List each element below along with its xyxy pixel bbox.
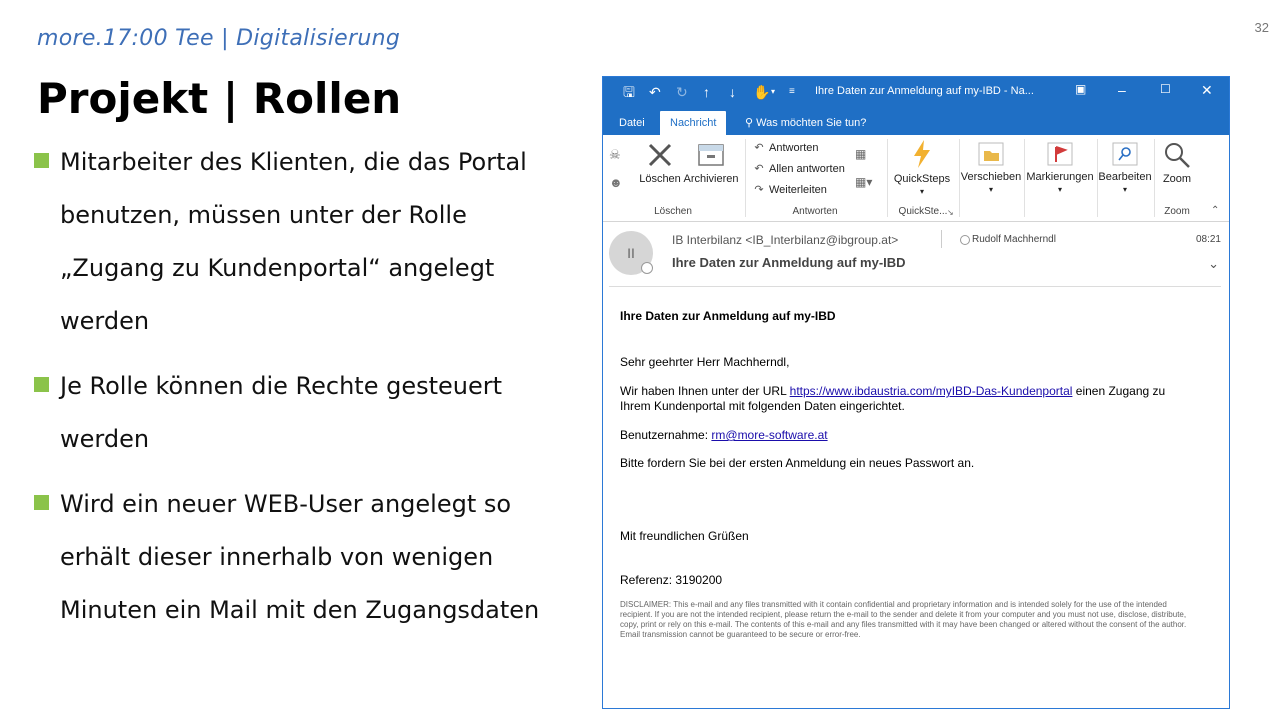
forward-label: Weiterleiten (769, 184, 827, 196)
spacer (620, 588, 1195, 600)
recipient[interactable]: Rudolf Machherndl (972, 234, 1056, 245)
save-icon[interactable]: 🖫 (623, 84, 635, 100)
body-username (620, 428, 1195, 443)
lightning-icon (909, 139, 935, 169)
zoom-label: Zoom (1162, 173, 1192, 185)
spacer (620, 414, 1195, 428)
reply-all-label: Allen antworten (769, 163, 845, 175)
ignore-icon[interactable]: ☠ (609, 147, 621, 162)
more-respond-icon[interactable]: ▦▾ (855, 175, 873, 189)
bullet-square-icon (34, 377, 49, 392)
divider (941, 230, 942, 248)
body-paragraph-url (620, 384, 1195, 414)
meeting-icon[interactable]: ▦ (855, 147, 867, 161)
bullet-item (34, 478, 554, 637)
window-title: Ihre Daten zur Anmeldung auf my-IBD - Na... (815, 85, 1034, 97)
tags-label: Markierungen (1026, 171, 1094, 183)
ribbon (603, 135, 1229, 222)
bullet-square-icon (34, 153, 49, 168)
body-closing: Mit freundlichen Grüßen (620, 529, 749, 543)
body-reference: Referenz: 3190200 (620, 573, 723, 587)
maximize-icon[interactable]: ☐ (1160, 82, 1171, 96)
message-header (603, 222, 1229, 284)
body-greeting: Sehr geehrter Herr Machherndl, (620, 355, 790, 369)
quicksteps-button[interactable] (893, 139, 951, 197)
delete-button[interactable] (638, 141, 682, 185)
bullet-list (34, 136, 554, 649)
spacer (620, 443, 1195, 456)
page-number: 32 (1254, 20, 1269, 35)
bullet-text: Mitarbeiter des Klienten, die das Portal benutzen, müssen unter der Rolle „Zugang zu Kundenportal“ angelegt werden (60, 148, 527, 335)
group-label-quicksteps: QuickSte... (898, 206, 948, 217)
zoom-magnifier-icon (1163, 141, 1191, 169)
reply-label: Antworten (769, 142, 819, 154)
tab-datei[interactable]: Datei (619, 117, 645, 129)
group-label-respond: Antworten (792, 206, 838, 217)
spacer (620, 324, 1195, 355)
zoom-button[interactable] (1155, 141, 1199, 185)
reply-all-button[interactable] (752, 162, 845, 175)
tab-nachricht[interactable]: Nachricht (660, 111, 726, 135)
message-subject: Ihre Daten zur Anmeldung auf my-IBD (672, 255, 906, 270)
find-icon (1111, 141, 1139, 167)
recipient-presence-icon (960, 235, 970, 245)
bullet-square-icon (34, 495, 49, 510)
body-heading: Ihre Daten zur Anmeldung auf my-IBD (620, 309, 836, 323)
chevron-down-icon[interactable]: ▾ (771, 87, 776, 96)
close-icon[interactable]: ✕ (1201, 82, 1213, 98)
archive-icon (697, 141, 725, 169)
edit-button[interactable] (1097, 141, 1153, 195)
reply-icon: ↶ (754, 142, 764, 154)
slide-title: Projekt | Rollen (37, 74, 402, 123)
reply-button[interactable] (752, 141, 819, 154)
sender[interactable]: IB Interbilanz <IB_Interbilanz@ibgroup.at> (672, 233, 899, 247)
received-time: 08:21 (1195, 234, 1221, 245)
group-label-zoom: Zoom (1164, 206, 1190, 217)
bullet-text: Wird ein neuer WEB-User angelegt so erhält dieser innerhalb von wenigen Minuten ein Mail mit den Zugangsdaten (60, 490, 540, 624)
message-body (620, 309, 1195, 640)
username-link[interactable]: rm@more-software.at (711, 428, 828, 442)
undo-icon[interactable]: ↶ (649, 84, 661, 100)
header-divider (609, 286, 1221, 287)
spacer (620, 370, 1195, 384)
username-label: Benutzernahme: (620, 428, 712, 442)
tell-me-label: Was möchten Sie tun? (756, 117, 867, 129)
expand-header-chevron-icon[interactable]: ⌄ (1208, 256, 1219, 271)
dialog-launcher-icon[interactable]: ↘ (947, 208, 954, 217)
bullet-item (34, 136, 554, 348)
arrow-down-icon[interactable]: ↓ (729, 84, 736, 100)
move-button[interactable] (960, 141, 1022, 195)
arrow-up-icon[interactable]: ↑ (703, 84, 710, 100)
junk-icon[interactable]: ☻ (609, 175, 623, 190)
archive-button[interactable] (683, 141, 739, 185)
delete-x-icon (646, 141, 674, 169)
group-label-delete: Löschen (654, 206, 692, 217)
chevron-down-icon: ▾ (1057, 185, 1062, 194)
lightbulb-icon: ⚲ (745, 117, 754, 129)
chevron-down-icon: ▾ (919, 187, 924, 196)
customize-toolbar-icon[interactable]: ≡ (789, 86, 795, 97)
edit-label: Bearbeiten (1098, 171, 1152, 183)
minimize-icon[interactable]: – (1118, 82, 1126, 98)
portal-link[interactable]: https://www.ibdaustria.com/myIBD-Das-Kundenportal (789, 384, 1073, 398)
archive-button-label: Archivieren (683, 173, 739, 185)
group-separator (745, 139, 746, 217)
url-prefix: Wir haben Ihnen unter der URL (620, 384, 790, 398)
quicksteps-label: QuickSteps (893, 173, 951, 185)
ribbon-tab-bar (603, 107, 1229, 135)
tagline: more.17:00 Tee | Digitalisierung (37, 26, 401, 51)
forward-button[interactable] (752, 183, 827, 196)
presence-icon (641, 262, 653, 274)
body-password-note: Bitte fordern Sie bei der ersten Anmeldung ein neues Passwort an. (620, 456, 975, 470)
forward-icon: ↷ (754, 184, 764, 196)
spacer (620, 471, 1195, 529)
chevron-down-icon: ▾ (988, 185, 993, 194)
flag-icon (1046, 141, 1074, 167)
avatar[interactable]: II (609, 231, 653, 275)
bullet-text: Je Rolle können die Rechte gesteuert werden (60, 372, 503, 453)
body-disclaimer: DISCLAIMER: This e-mail and any files transmitted with it contain confidential and proprietary information and is intended solely for the use of the intended recipient. If you are not the intended recipient, please return the e-mail to the sender and delete it from your computer and you must not use, disclose, distribute, copy, print or rely on this e-mail. The contents of this e-mail and any files transmitted with it may have been changed or altered without the consent of the author. Email transmission cannot be guaranteed to be secure or error-free. (620, 600, 1187, 639)
bullet-item (34, 360, 554, 466)
tags-button[interactable] (1023, 141, 1097, 195)
title-bar (603, 77, 1229, 107)
move-label: Verschieben (960, 171, 1022, 183)
url-suffix: einen Zugang zu Ihrem Kundenportal mit folgenden Daten eingerichtet. (620, 384, 1166, 413)
spacer (620, 544, 1195, 573)
tell-me-search[interactable] (745, 111, 866, 135)
ribbon-display-options-icon[interactable]: ▣ (1075, 82, 1087, 96)
move-folder-icon (977, 141, 1005, 167)
outlook-message-window (602, 76, 1230, 709)
chevron-down-icon: ▾ (1122, 185, 1127, 194)
touch-mode-icon[interactable]: ✋ (753, 84, 771, 100)
reply-all-icon: ↶ (754, 163, 764, 175)
redo-icon[interactable]: ↻ (676, 84, 688, 100)
collapse-ribbon-icon[interactable]: ⌃ (1211, 205, 1220, 216)
delete-button-label: Löschen (639, 173, 681, 185)
